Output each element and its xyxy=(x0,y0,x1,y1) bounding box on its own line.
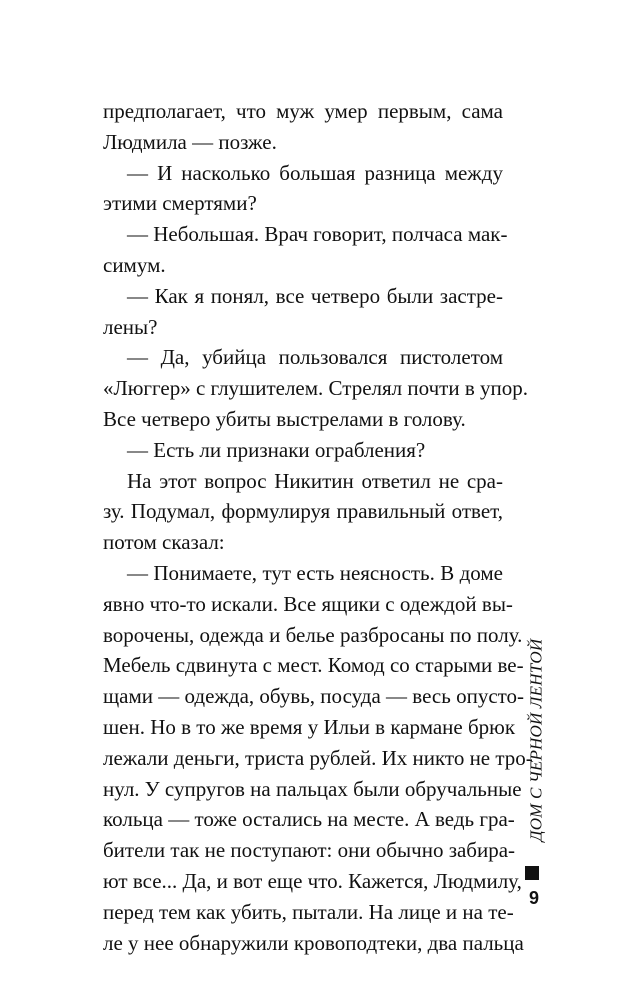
text-line: перед тем как убить, пытали. На лице и на те- xyxy=(103,899,514,924)
text-line: — Как я понял, все четверо были застре- xyxy=(127,283,503,308)
text-line: ле у нее обнаружили кровоподтеки, два пальца xyxy=(103,930,524,955)
text-line: зу. Подумал, формулируя правильный ответ, xyxy=(103,499,503,524)
text-line: — И насколько большая разница между xyxy=(127,160,503,185)
text-line: щами — одежда, обувь, посуда — весь опусто- xyxy=(103,684,525,709)
text-line: лежали деньги, триста рублей. Их никто не тро- xyxy=(103,745,533,770)
text-line: Все четверо убиты выстрелами в голову. xyxy=(103,406,466,431)
text-line: — Понимаете, тут есть неясность. В доме xyxy=(127,560,503,585)
running-title xyxy=(522,620,550,860)
text-line: — Да, убийца пользовался пистолетом xyxy=(127,345,503,370)
text-line: явно что-то искали. Все ящики с одеждой вы- xyxy=(103,591,513,616)
text-line: На этот вопрос Никитин ответил не сра- xyxy=(127,468,503,493)
text-line: этими смертями? xyxy=(103,191,257,216)
text-line: бители так не поступают: они обычно забира- xyxy=(103,838,516,863)
text-line: ют все... Да, и вот еще что. Кажется, Людмилу, xyxy=(103,868,522,893)
text-line: — Небольшая. Врач говорит, полчаса мак- xyxy=(127,222,508,247)
text-line: лены? xyxy=(103,314,158,339)
body-text xyxy=(103,96,533,958)
square-marker-icon xyxy=(525,866,539,880)
text-line: потом сказал: xyxy=(103,530,225,555)
text-line: предполагает, что муж умер первым, сама xyxy=(103,99,503,123)
text-line: «Люггер» с глушителем. Стрелял почти в упор. xyxy=(103,376,528,401)
text-line: Мебель сдвинута с мест. Комод со старыми ве- xyxy=(103,653,524,678)
page-number: 9 xyxy=(528,888,539,908)
text-line: симум. xyxy=(103,252,166,277)
text-line: ворочены, одежда и белье разбросаны по полу. xyxy=(103,622,523,647)
text-line: Людмила — позже. xyxy=(103,129,277,154)
running-title-text: ДОМ С ЧЕРНОЙ ЛЕНТОЙ xyxy=(526,638,546,842)
text-line: кольца — тоже остались на месте. А ведь гра- xyxy=(103,807,515,832)
text-line: нул. У супругов на пальцах были обручальные xyxy=(103,776,522,801)
text-line: — Есть ли признаки ограбления? xyxy=(127,437,426,462)
text-line: шен. Но в то же время у Ильи в кармане брюк xyxy=(103,714,516,739)
